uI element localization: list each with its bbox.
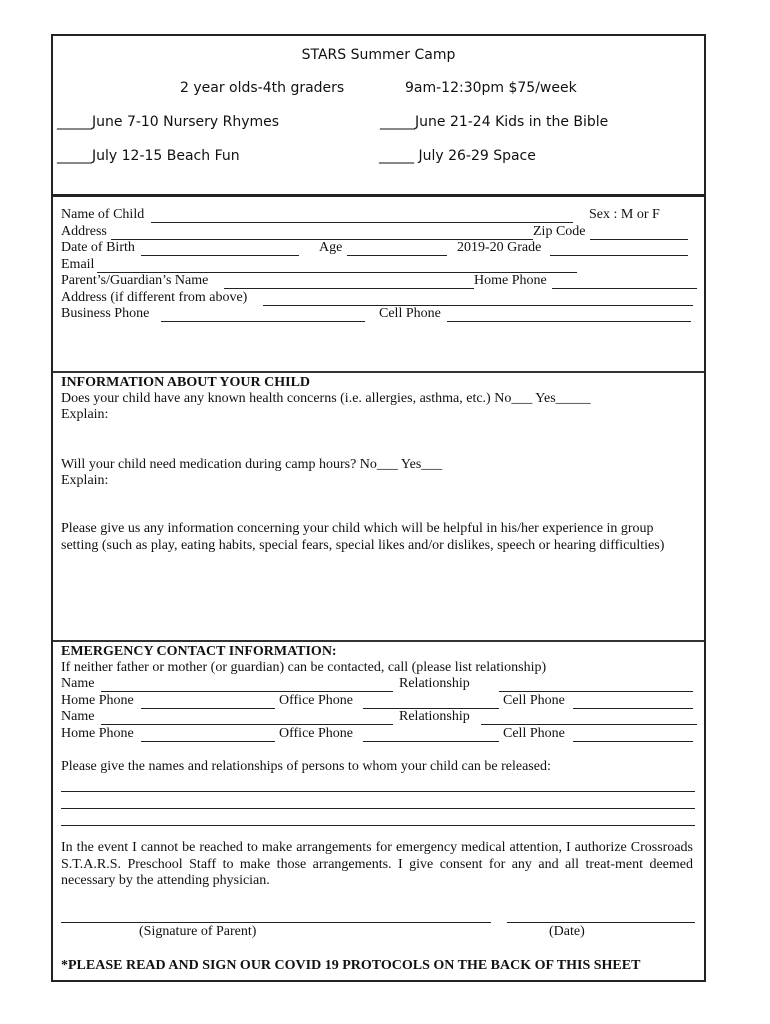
release-line[interactable] — [61, 808, 695, 809]
session-option[interactable]: _____June 21-24 Kids in the Bible — [380, 114, 609, 130]
medication-question[interactable]: Will your child need medication during camp hours? No___ Yes___ — [61, 457, 443, 472]
parent-name-label: Parent’s/Guardian’s Name — [61, 273, 209, 288]
contact2-relationship-label: Relationship — [399, 709, 470, 724]
cell-phone-field[interactable] — [447, 321, 691, 322]
covid-note: *PLEASE READ AND SIGN OUR COVID 19 PROTOCOLS ON THE BACK OF THIS SHEET — [61, 958, 641, 973]
session-option[interactable]: _____ July 26-29 Space — [379, 148, 536, 164]
business-phone-field[interactable] — [161, 321, 365, 322]
child-name-field[interactable] — [151, 222, 573, 223]
signature-line[interactable] — [61, 922, 491, 923]
medical-consent: In the event I cannot be reached to make arrangements for emergency medical attention, I authorize Crossroads S.T.A.R.S. Preschool Staff to make those arrangements. I give consent for any and all treat-ment deemed necessary by the attending physician. — [61, 840, 693, 888]
grade-label: 2019-20 Grade — [457, 240, 542, 255]
dob-field[interactable] — [141, 255, 299, 256]
camp-header — [53, 36, 704, 197]
contact2-cell-phone-field[interactable] — [573, 741, 693, 742]
session-option[interactable]: _____July 12-15 Beach Fun — [57, 148, 240, 164]
home-phone-field[interactable] — [552, 288, 697, 289]
sex-label[interactable]: Sex : M or F — [589, 207, 660, 222]
emergency-instruction: If neither father or mother (or guardian) can be contacted, call (please list relationship) — [61, 660, 547, 675]
emergency-heading: EMERGENCY CONTACT INFORMATION: — [61, 644, 337, 659]
zip-field[interactable] — [590, 239, 688, 240]
alt-address-label: Address (if different from above) — [61, 290, 248, 305]
info-heading: INFORMATION ABOUT YOUR CHILD — [61, 375, 311, 390]
contact1-relationship-field[interactable] — [499, 691, 693, 692]
health-question[interactable]: Does your child have any known health concerns (i.e. allergies, asthma, etc.) No___ Yes_____ — [61, 391, 591, 406]
contact2-cell-phone-label: Cell Phone — [503, 726, 565, 741]
contact2-home-phone-label: Home Phone — [61, 726, 134, 741]
contact2-name-label: Name — [61, 709, 95, 724]
contact1-name-field[interactable] — [101, 691, 393, 692]
contact1-cell-phone-label: Cell Phone — [503, 693, 565, 708]
camp-ages: 2 year olds-4th graders — [180, 80, 345, 96]
address-label: Address — [61, 224, 107, 239]
age-field[interactable] — [347, 255, 447, 256]
zip-label: Zip Code — [533, 224, 586, 239]
contact2-name-field[interactable] — [101, 724, 393, 725]
age-label: Age — [319, 240, 343, 255]
camp-title: STARS Summer Camp — [301, 47, 456, 63]
date-line[interactable] — [507, 922, 695, 923]
explain-label: Explain: — [61, 473, 109, 488]
release-question: Please give the names and relationships of persons to whom your child can be released: — [61, 759, 551, 774]
release-line[interactable] — [61, 791, 695, 792]
alt-address-field[interactable] — [263, 305, 693, 306]
contact1-name-label: Name — [61, 676, 95, 691]
contact2-office-phone-field[interactable] — [363, 741, 499, 742]
parent-name-field[interactable] — [224, 288, 474, 289]
grade-field[interactable] — [550, 255, 688, 256]
contact1-relationship-label: Relationship — [399, 676, 470, 691]
dob-label: Date of Birth — [61, 240, 135, 255]
contact2-relationship-field[interactable] — [481, 724, 697, 725]
contact1-office-phone-label: Office Phone — [279, 693, 353, 708]
business-phone-label: Business Phone — [61, 306, 150, 321]
explain-label: Explain: — [61, 407, 109, 422]
home-phone-label: Home Phone — [474, 273, 547, 288]
camp-form — [51, 34, 706, 982]
child-info-section — [53, 197, 704, 373]
child-health-section — [53, 373, 704, 642]
signature-label: (Signature of Parent) — [139, 924, 257, 939]
session-option[interactable]: _____June 7-10 Nursery Rhymes — [57, 114, 280, 130]
cell-phone-label: Cell Phone — [379, 306, 441, 321]
contact2-home-phone-field[interactable] — [141, 741, 275, 742]
contact1-home-phone-field[interactable] — [141, 708, 275, 709]
contact2-office-phone-label: Office Phone — [279, 726, 353, 741]
child-name-label: Name of Child — [61, 207, 145, 222]
date-label: (Date) — [549, 924, 585, 939]
contact1-cell-phone-field[interactable] — [573, 708, 693, 709]
email-label: Email — [61, 257, 95, 272]
emergency-section — [53, 642, 704, 980]
release-line[interactable] — [61, 825, 695, 826]
camp-time-price: 9am-12:30pm $75/week — [405, 80, 577, 96]
other-info-prompt: Please give us any information concerning your child which will be helpful in his/her experience in group setting (such as play, eating habits, special fears, special likes and/or dislikes, speech or hearing difficulties) — [61, 521, 665, 553]
contact1-home-phone-label: Home Phone — [61, 693, 134, 708]
